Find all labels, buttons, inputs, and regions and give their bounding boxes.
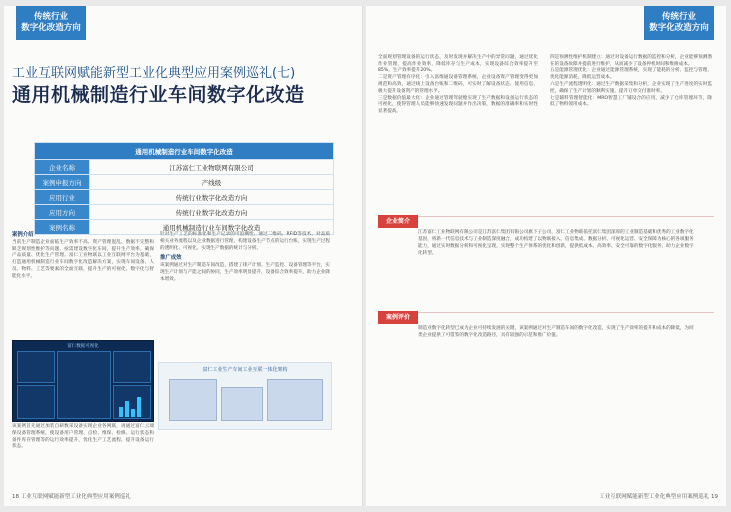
right-page	[366, 6, 726, 506]
left-column-1b	[12, 424, 154, 451]
left-column-2	[160, 232, 330, 284]
section-heading: 推广成效	[160, 255, 182, 262]
row-label: 案例申报方向	[35, 175, 90, 190]
diagram-block	[169, 379, 217, 421]
row-label: 应用方向	[35, 205, 90, 220]
table-row	[35, 160, 334, 175]
right-column-1	[378, 48, 538, 123]
page-footer: 工业互联网赋能新型工业化典型应用案例巡礼 19	[599, 494, 718, 500]
screen-panel	[17, 351, 55, 383]
left-page	[4, 6, 363, 506]
screen-bar	[137, 397, 141, 417]
row-value: 传统行业数字化改造方向	[90, 190, 334, 205]
body-text: 四是预测性维护机制建立：通过对设备运行数据的监控和分析，企业能够预测潜在的设备故障并提前进行维护，从而减少了设备停机时间和维修成本。 五是能源管理优化：企业通过能源管理系统，实现了能耗的分析、监控与管理，优化能源消耗，降低运营成本。 六是生产流程透明化：通过生产数据采集和分析，企业实现了生产进度的实时监控，确保了生产计划的顺利实施，提升订单交付准时率。 七是辅料管理智能化：MRO智慧工厂铺设合的应用，减少了仓库管理环节，降低了物料领用成本。	[550, 54, 712, 108]
body-text: 该案例首先通过加装自研数采设备实现企业各网联，再通过富仁云端保设备管理系统，使设备用户管理、点检、维保、检修、运行状态和备件库存管理等的运行效率提升，优化生产工艺流程、提升设备运行状态。	[12, 424, 154, 450]
architecture-diagram	[158, 362, 332, 430]
row-label: 企业名称	[35, 160, 90, 175]
section-heading: 案例介绍	[12, 232, 34, 238]
table-row	[35, 190, 334, 205]
screen-bar	[125, 401, 129, 417]
section-text: 制造业数字化转型已成为企业可持续发展的关键，该案例通过对生产制造车间的数字化改造，实现了生产效率的提升和成本的降低，为同类企业提供了可借鉴的数字化改造路径，具有较强的示范和推广价值。	[418, 326, 694, 338]
diagram-block	[221, 387, 263, 421]
table-row	[35, 175, 334, 190]
left-column-1	[12, 232, 154, 281]
body-text: 该案例通过对生产制造车间改造，搭建了排产计划、生产监控、设备管理等平台，实现生产计划与产能之间的协同，生产效率明显提升，设备综合效率提升，助力企业降本增效。	[160, 263, 330, 282]
row-label: 应用行业	[35, 190, 90, 205]
article-subtitle: 工业互联网赋能新型工业化典型应用案例巡礼(七)	[12, 66, 296, 81]
case-info-table	[34, 142, 334, 235]
column-tag: 传统行业 数字化改造方向	[16, 6, 86, 40]
page-footer: 18 工业互联网赋能新型工业化典型应用案例巡礼	[12, 494, 131, 500]
column-tag: 传统行业 数字化改造方向	[644, 6, 714, 40]
screen-panel	[17, 385, 55, 419]
section-text: 江苏富仁工业物联网有限公司是江苏富仁集团有限公司旗下子公司，富仁工业物联依托富仁集团深厚的工业制造基础和优秀的工业数字化基因，将新一代信息技术与工业制造深度融合，成功构建了以物联接入、信息集成、数据分析、可视化运营、安全保障为核心的各项服务能力，通过实时数据分析和可视化呈现，实现整个生产体系的优化和创新，提供低成本、高效率、安全可靠的数字化服务，助力企业数字化转型。	[418, 230, 694, 256]
body-text: 全面规划管理设备的运行状态，及时发现并解决生产中的异常问题，通过优化作业管理，提高作业效率，降低库存与生产成本，实现设备综合效率提升至85%，生产效率提升20%。 二是资产管理有序化：引入富维通设备管理系统，企业设备资产管理变得更加规范和高效，通过线上设备台账和二维码，可实时了解设备状态、使用信息，极大提升设备资产的管理水平。 三是数据价值最大化：企业通过管理驾驶舱实现了生产数据和设备运行状态的可视化，使得管理人员能够快速发现问题并作出决策，数据的准确率和实时性显著提高。	[378, 54, 538, 115]
case-evaluation-section	[378, 312, 714, 373]
screen-panel	[57, 351, 111, 419]
right-column-2	[550, 48, 712, 116]
section-label: 企业简介	[378, 215, 418, 228]
row-value: 传统行业数字化改造方向	[90, 205, 334, 220]
screen-bar	[119, 407, 123, 417]
dashboard-screenshot	[12, 340, 154, 422]
table-row	[35, 205, 334, 220]
section-label: 案例评价	[378, 311, 418, 324]
body-text: 当前生产制造企业面临生产效率不高、资产管理混乱、数据不完整和缺乏规划性维护等问题，亟需建设数字化车间，提升生产效率、确保产品质量、优化生产管理。富仁工业物联以工业互联网平台为基础，打造通用机械制造行业车间数字化改造解决方案，实现车间设备、人员、物料、工艺等要素的全面互联，提升生产的可视化、数字化与智能化水平。	[12, 239, 154, 279]
screen-caption: 富仁数据可视化	[67, 344, 99, 349]
row-value: 通用机械制造行业车间数字化改造	[90, 220, 334, 235]
screen-panel	[113, 351, 151, 383]
diagram-caption: 富仁工业生产车间工业互联一体化架构	[202, 367, 288, 373]
article-title: 通用机械制造行业车间数字化改造	[12, 84, 305, 106]
row-value: 产线级	[90, 175, 334, 190]
row-value: 江苏富仁工业物联网有限公司	[90, 160, 334, 175]
company-intro-section	[378, 216, 714, 297]
diagram-block	[267, 379, 323, 421]
info-table-header: 通用机械制造行业车间数字化改造	[35, 143, 334, 160]
body-text: 针对生产工艺的标准化和生产记录的可追溯性，通过二维码、RFID等技术，对品质相关业务流程以及企业数据进行管理，构建设备生产节点的运行台账，实现生产过程的透明化、可视化，实现生产数据的统计与分析。	[160, 232, 330, 251]
row-label: 案例名称	[35, 220, 90, 235]
screen-bar	[131, 409, 135, 417]
